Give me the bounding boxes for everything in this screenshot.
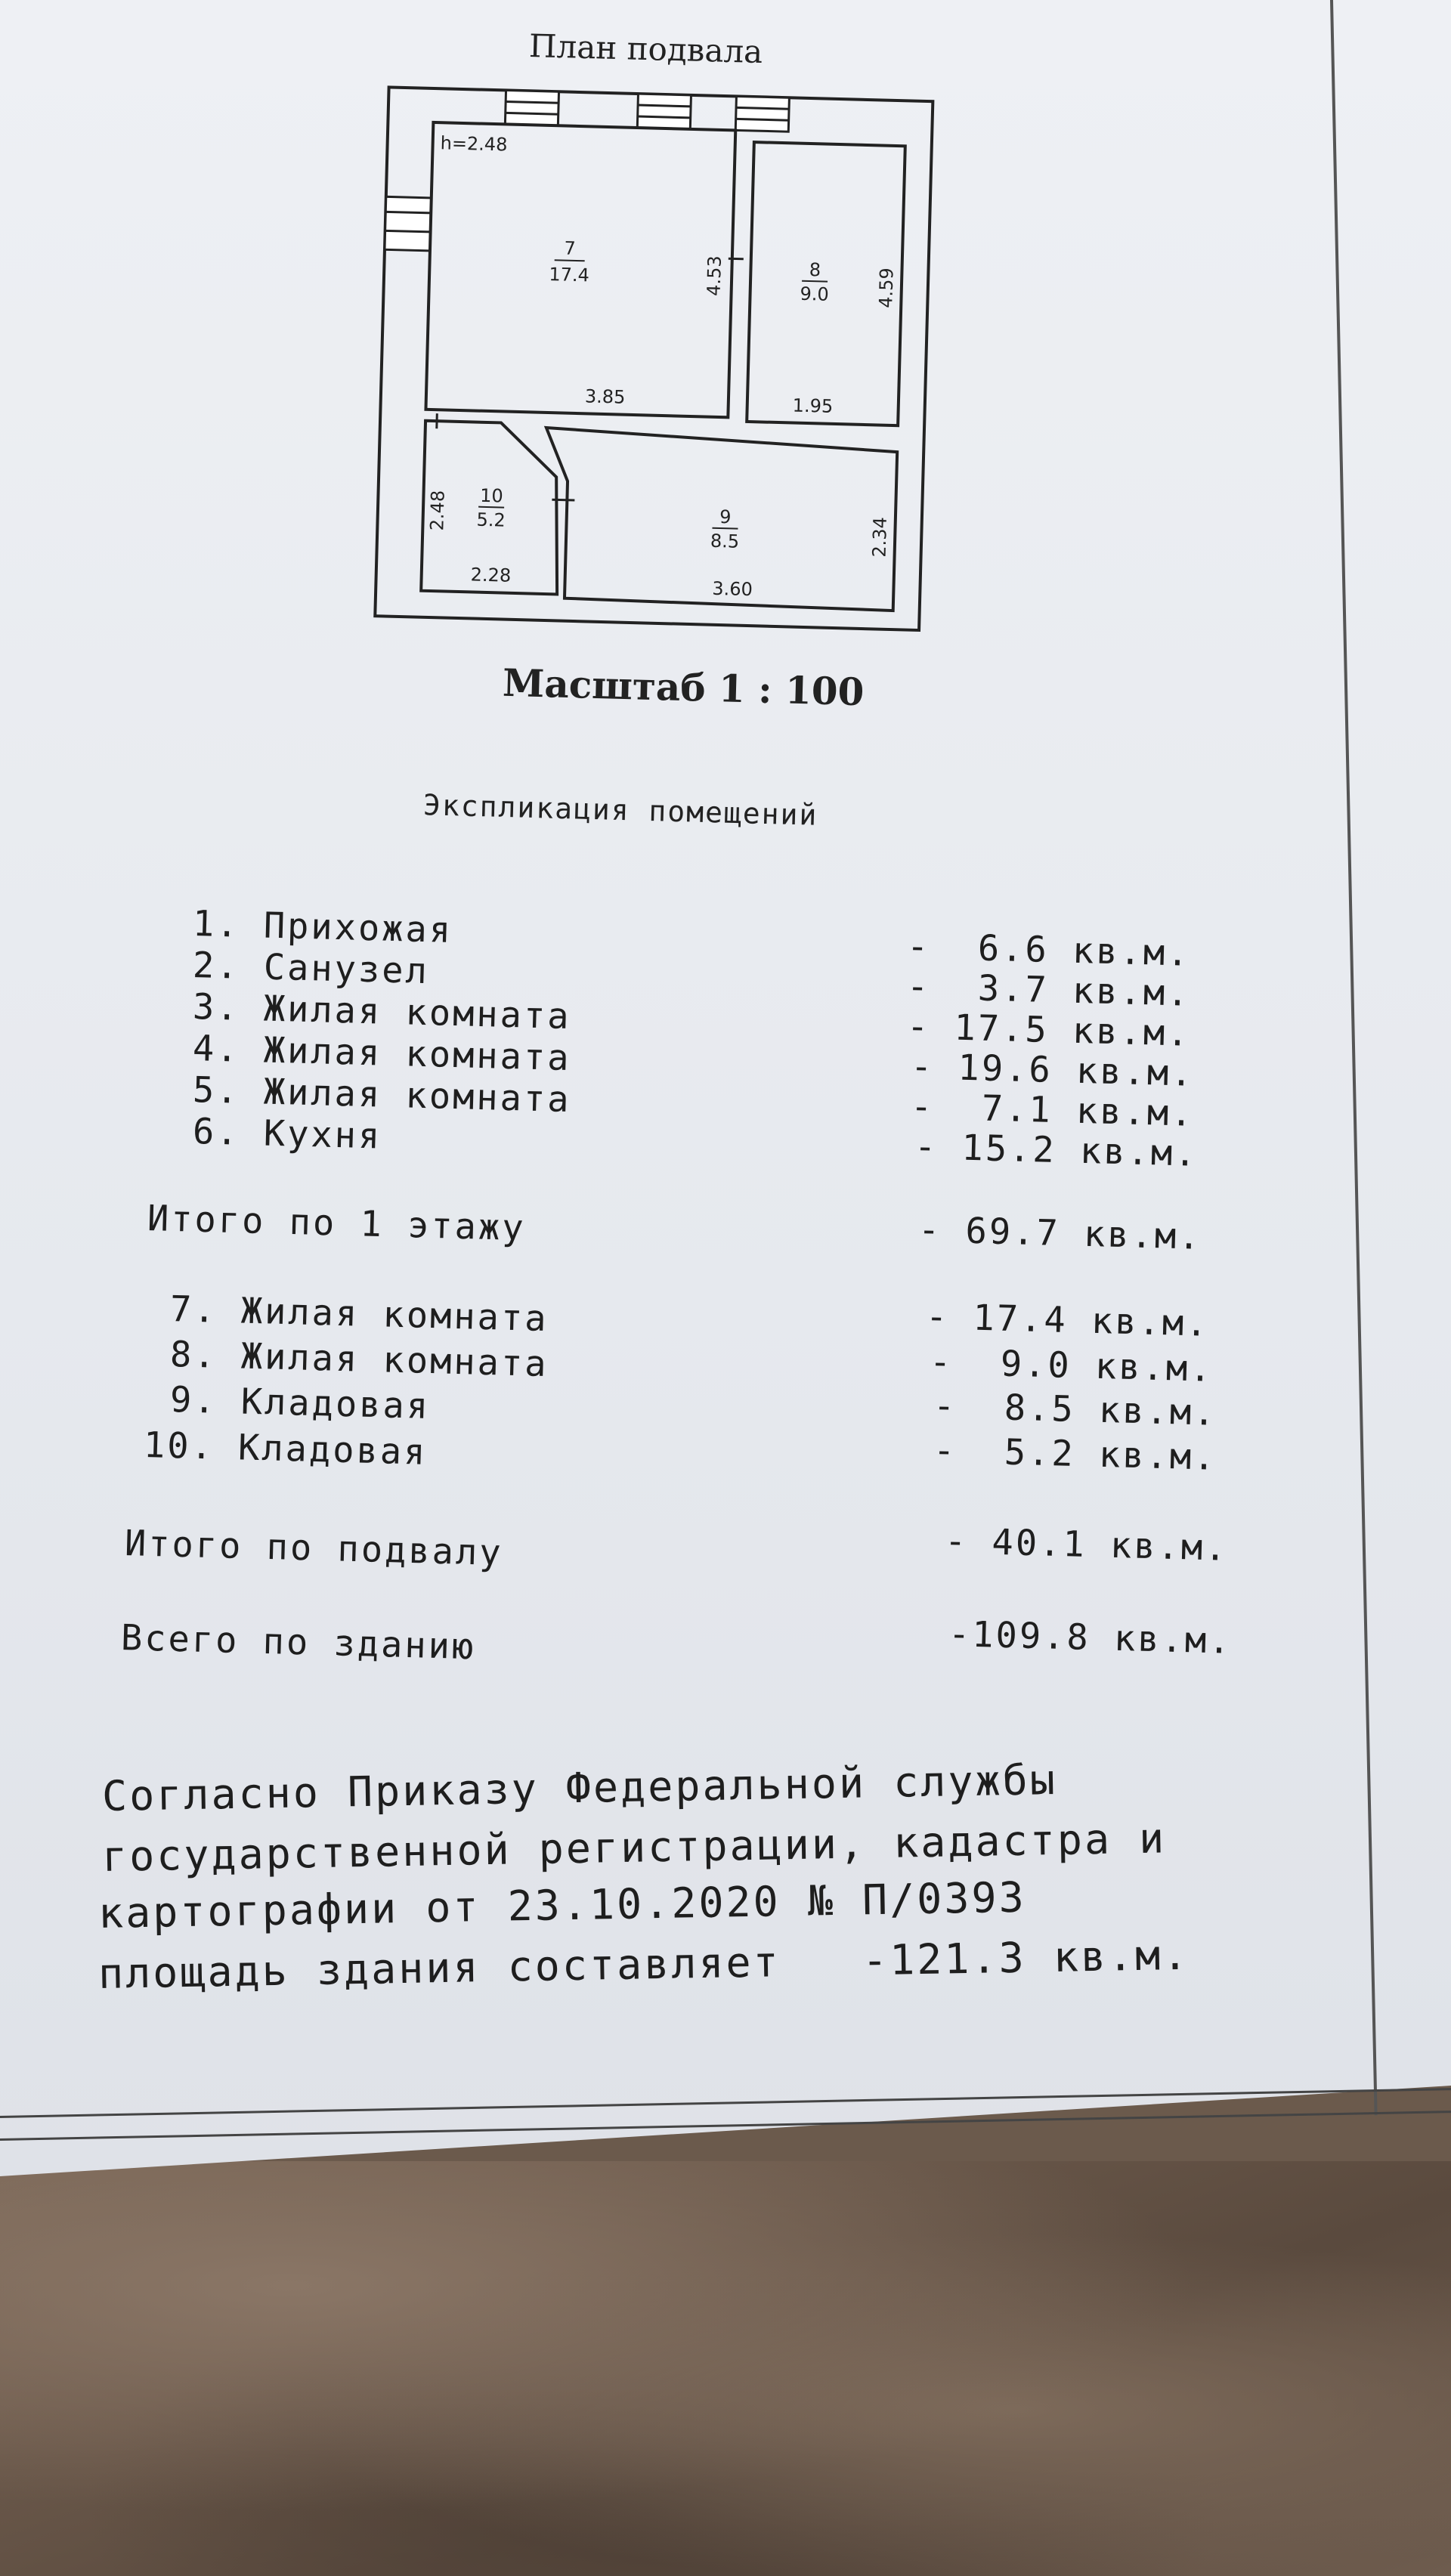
list-item-label: 6. Кухня — [192, 1111, 383, 1158]
list-item-label: 1. Прихожая — [192, 903, 453, 952]
list-item-area: - 15.2 кв.м. — [914, 1126, 1199, 1175]
room-9-number: 9 — [719, 506, 732, 528]
room-8-number: 8 — [809, 259, 821, 281]
list-item-label: 9. Кладовая — [169, 1379, 431, 1428]
list-item-label: 7. Жилая комната — [169, 1288, 549, 1341]
basement-floor-plan — [363, 76, 952, 665]
room-10-area: 5.2 — [476, 509, 506, 531]
dim-r8-width: 1.95 — [792, 394, 834, 417]
door-mark — [437, 413, 438, 428]
room-7-area: 17.4 — [549, 264, 590, 286]
outer-wall — [375, 87, 933, 630]
room-8-area: 9.0 — [800, 283, 830, 305]
plan-title: План подвала — [528, 26, 763, 71]
note-line-2: государственной регистрации, кадастра и — [101, 1814, 1167, 1881]
list-item-area: - 9.0 кв.м. — [929, 1341, 1214, 1390]
list-item-label: 5. Жилая комната — [192, 1069, 572, 1121]
list-item-area: - 19.6 кв.м. — [910, 1046, 1196, 1095]
door-mark — [729, 258, 744, 259]
scale-label: Масштаб 1 : 100 — [502, 660, 865, 715]
window-top-3 — [735, 96, 789, 131]
room-10-number: 10 — [479, 484, 504, 507]
list-item-area: - 6.6 кв.м. — [906, 926, 1192, 975]
list-item-area: - 17.4 кв.м. — [925, 1296, 1211, 1345]
building-total-label: Всего по зданию — [120, 1617, 477, 1668]
window-left — [385, 196, 432, 251]
list-item-label: 10. Кладовая — [143, 1424, 428, 1474]
fabric-background — [0, 2161, 1451, 2576]
list-item-label: 8. Жилая комната — [169, 1334, 549, 1386]
list-item-area: - 8.5 кв.м. — [933, 1385, 1218, 1434]
list-item-area: - 3.7 кв.м. — [906, 966, 1192, 1015]
dim-r10-width: 2.28 — [470, 564, 512, 586]
room-9-area: 8.5 — [710, 530, 740, 552]
explication-title: Экспликация помещений — [422, 788, 818, 832]
dim-r9-height: 2.34 — [868, 516, 891, 558]
window-top-2 — [637, 94, 691, 129]
door-mark — [552, 499, 574, 500]
window-top-1 — [505, 90, 558, 125]
first-floor-total-area: - 69.7 кв.м. — [917, 1209, 1203, 1258]
dim-r8-height: 4.59 — [875, 267, 898, 309]
list-item-label: 4. Жилая комната — [192, 1028, 572, 1080]
list-item-area: - 17.5 кв.м. — [906, 1006, 1192, 1055]
list-item-label: 2. Санузел — [192, 945, 430, 993]
note-line-4: площадь здания составляет -121.3 кв.м. — [97, 1930, 1190, 1998]
room-7-number: 7 — [564, 237, 577, 259]
note-line-3: картографии от 23.10.2020 № П/0393 — [97, 1872, 1027, 1937]
basement-total-area: - 40.1 кв.м. — [944, 1520, 1230, 1569]
dim-r7-height: 4.53 — [703, 255, 726, 297]
ceiling-height-label: h=2.48 — [440, 132, 508, 156]
basement-total-label: Итого по подвалу — [124, 1523, 504, 1575]
list-item-area: - 5.2 кв.м. — [933, 1430, 1218, 1479]
first-floor-total-label: Итого по 1 этажу — [147, 1198, 527, 1250]
building-total-area: -109.8 кв.м. — [948, 1613, 1233, 1662]
note-line-1: Согласно Приказу Федеральной службы — [101, 1755, 1058, 1820]
list-item-label: 3. Жилая комната — [192, 986, 572, 1038]
dim-r7-width: 3.85 — [584, 385, 626, 408]
dim-r10-height: 2.48 — [426, 490, 449, 531]
list-item-area: - 7.1 кв.м. — [910, 1086, 1196, 1135]
dim-r9-width: 3.60 — [712, 577, 753, 601]
